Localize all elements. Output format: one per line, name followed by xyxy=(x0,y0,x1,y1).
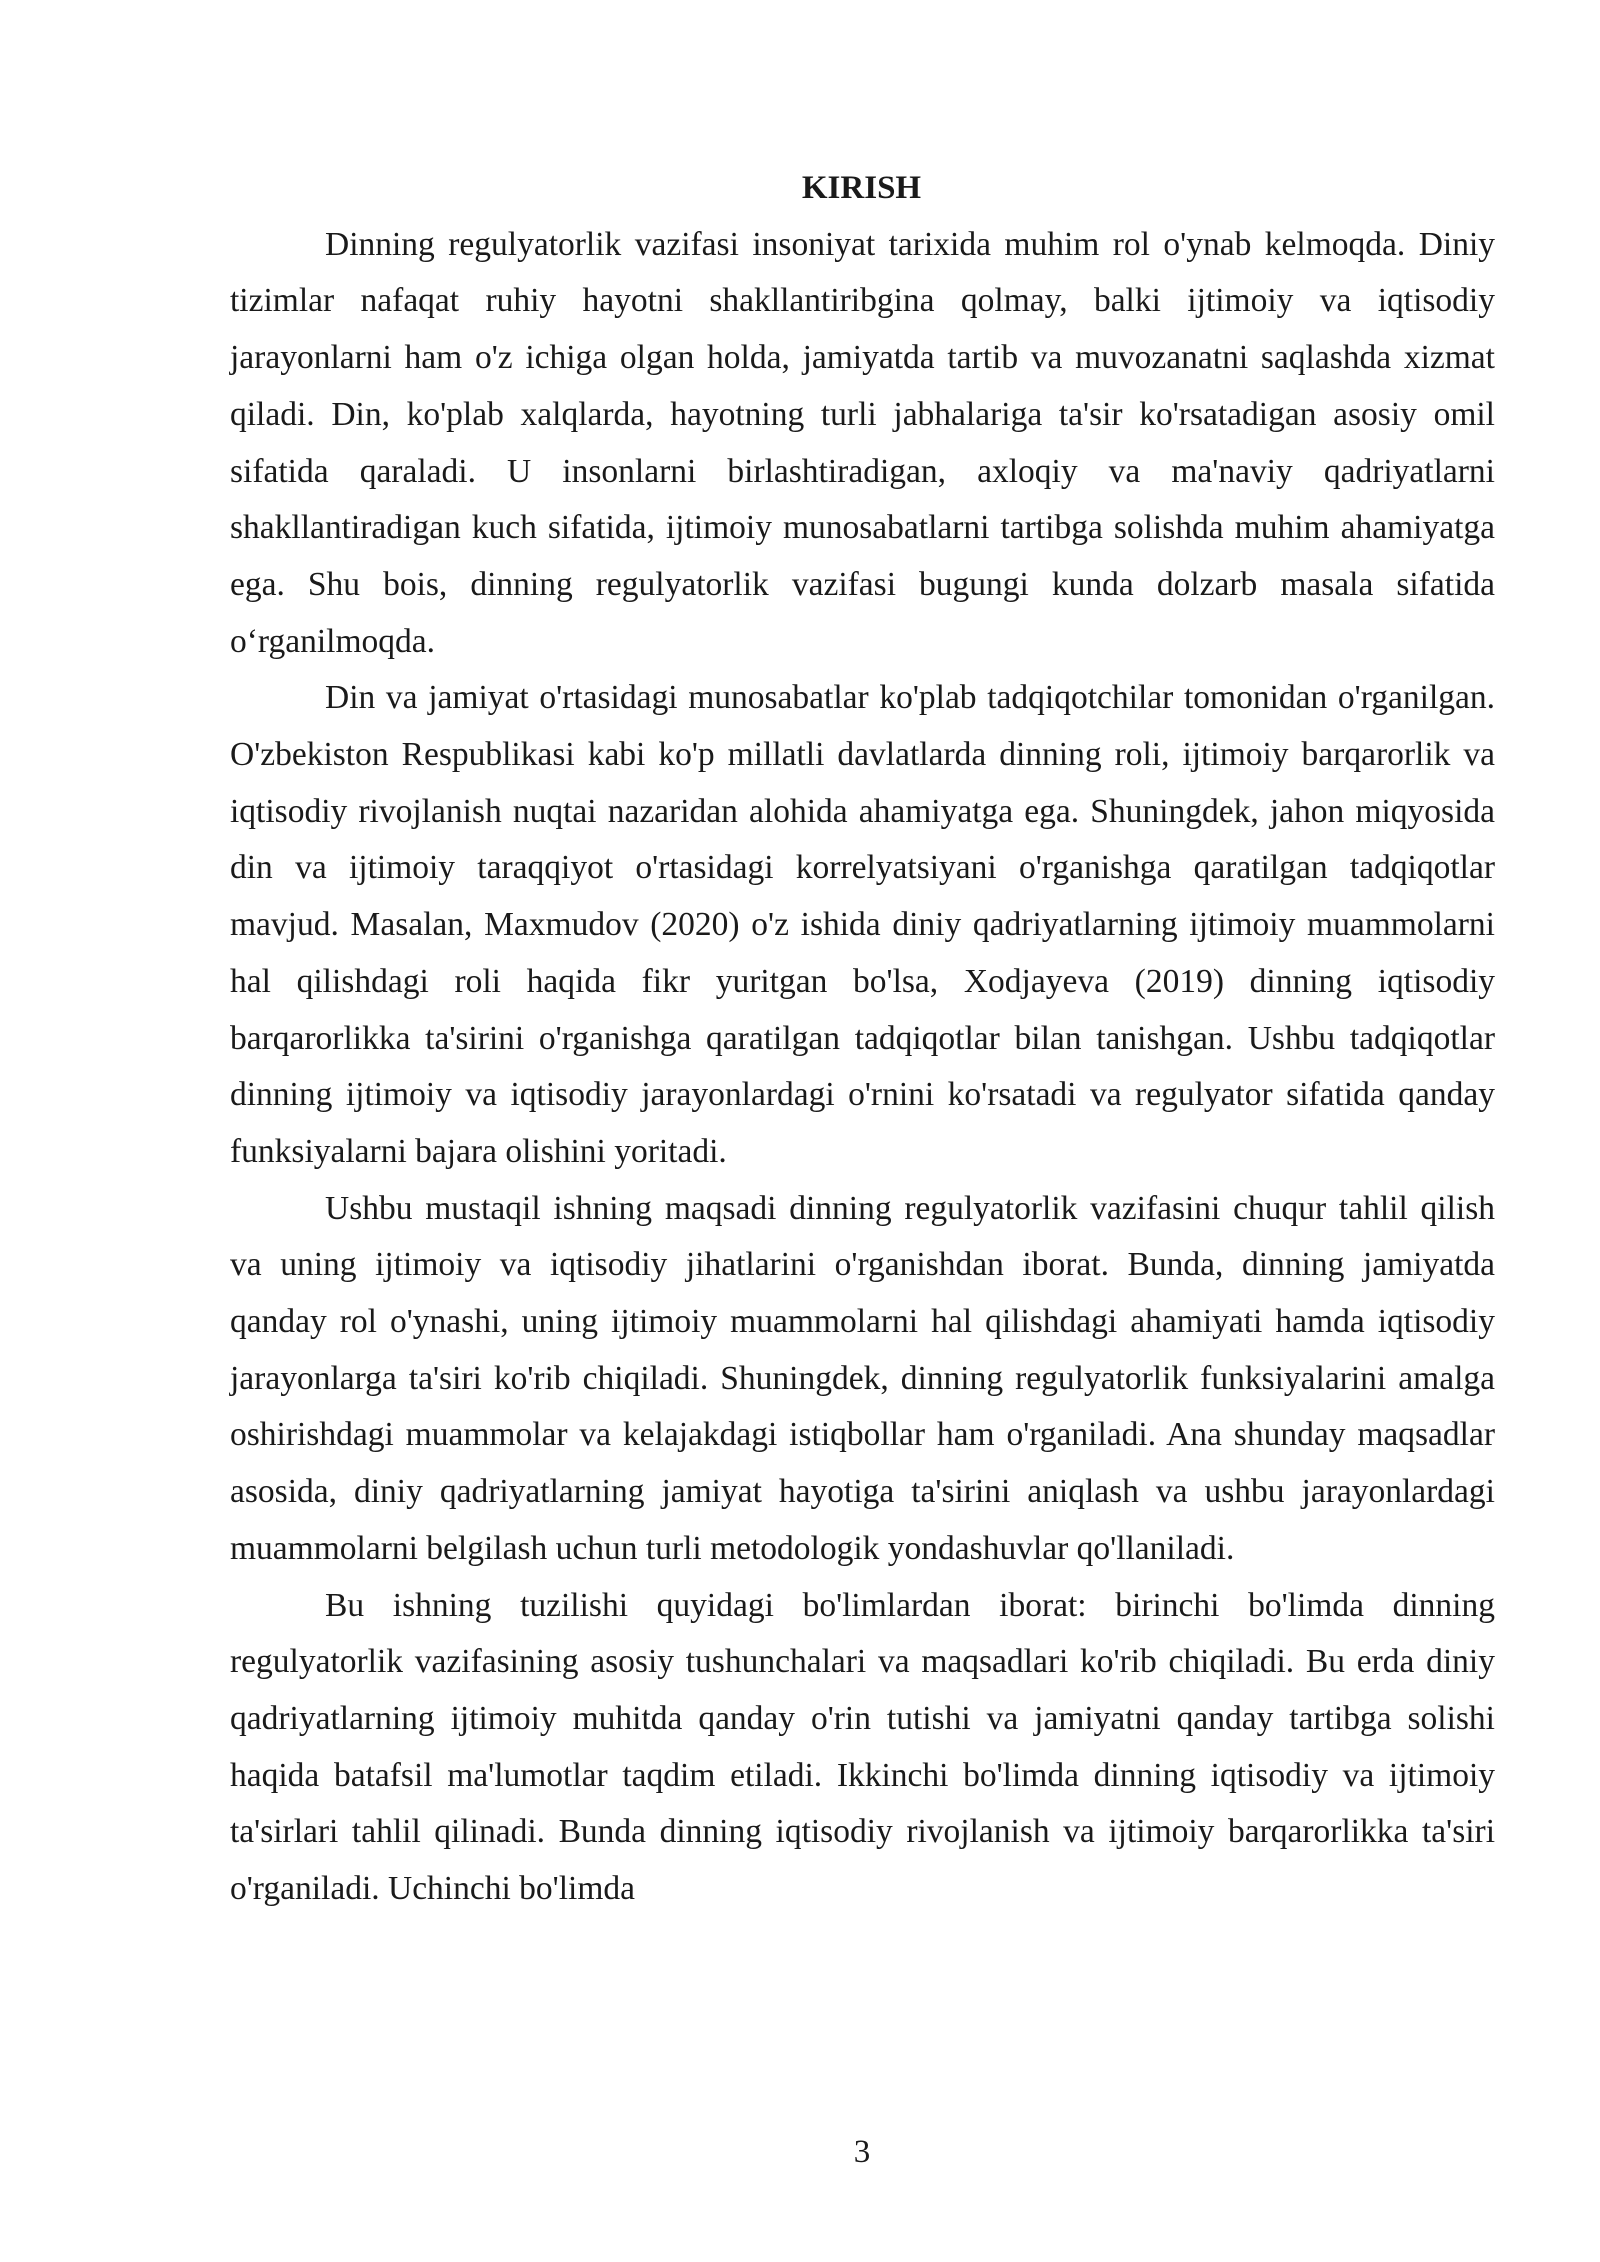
paragraph-4: Bu ishning tuzilishi quyidagi bo'limlardan iborat: birinchi bo'limda dinning regulyatorlik vazifasining asosiy tushunchalari va maqsadlari ko'rib chiqiladi. Bu erda diniy qadriyatlarning ijtimoiy muhitda qanday o'rin tutishi va jamiyatni qanday tartibga solishi haqida batafsil ma'lumotlar taqdim etiladi. Ikkinchi bo'limda dinning iqtisodiy va ijtimoiy ta'sirlari tahlil qilinadi. Bunda dinning iqtisodiy rivojlanish va ijtimoiy barqarorlikka ta'siri o'rganiladi. Uchinchi bo'limda xyxy=(230,1586,1495,1908)
section-title: KIRISH xyxy=(801,170,922,206)
page-number: 3 xyxy=(853,2134,871,2170)
paragraph-3: Ushbu mustaqil ishning maqsadi dinning regulyatorlik vazifasini chuqur tahlil qilish va uning ijtimoiy va iqtisodiy jihatlarini o'rganishdan iborat. Bunda, dinning jamiyatda qanday rol o'ynashi, uning ijtimoiy muammolarni hal qilishdagi ahamiyati hamda iqtisodiy jarayonlarga ta'siri ko'rib chiqiladi. Shuningdek, dinning regulyatorlik funksiyalarini amalga oshirishdagi muammolar va kelajakdagi istiqbollar ham o'rganiladi. Ana shunday maqsadlar asosida, diniy qadriyatlarning jamiyat hayotiga ta'sirini aniqlash va ushbu jarayonlardagi muammolarni belgilash uchun turli metodologik yondashuvlar qo'llaniladi. xyxy=(230,1189,1495,1567)
document-page xyxy=(230,160,1495,1918)
paragraph-1: Dinning regulyatorlik vazifasi insoniyat tarixida muhim rol o'ynab kelmoqda. Diniy tizimlar nafaqat ruhiy hayotni shakllantiribgina qolmay, balki ijtimoiy va iqtisodiy jarayonlarni ham o'z ichiga olgan holda, jamiyatda tartib va muvozanatni saqlashda xizmat qiladi. Din, ko'plab xalqlarda, hayotning turli jabhalariga ta'sir ko'rsatadigan asosiy omil sifatida qaraladi. U insonlarni birlashtiradigan, axloqiy va ma'naviy qadriyatlarni shakllantiradigan kuch sifatida, ijtimoiy munosabatlarni tartibga solishda muhim ahamiyatga ega. Shu bois, dinning regulyatorlik vazifasi bugungi kunda dolzarb masala sifatida o‘rganilmoqda. xyxy=(230,225,1495,660)
paragraph-2: Din va jamiyat o'rtasidagi munosabatlar ko'plab tadqiqotchilar tomonidan o'rganilgan. O'zbekiston Respublikasi kabi ko'p millatli davlatlarda dinning roli, ijtimoiy barqarorlik va iqtisodiy rivojlanish nuqtai nazaridan alohida ahamiyatga ega. Shuningdek, jahon miqyosida din va ijtimoiy taraqqiyot o'rtasidagi korrelyatsiyani o'rganishga qaratilgan tadqiqotlar mavjud. Masalan, Maxmudov (2020) o'z ishida diniy qadriyatlarning ijtimoiy muammolarni hal qilishdagi roli haqida fikr yuritgan bo'lsa, Xodjayeva (2019) dinning iqtisodiy barqarorlikka ta'sirini o'rganishga qaratilgan tadqiqotlar bilan tanishgan. Ushbu tadqiqotlar dinning ijtimoiy va iqtisodiy jarayonlardagi o'rnini ko'rsatadi va regulyator sifatida qanday funksiyalarni bajara olishini yoritadi. xyxy=(230,679,1495,1170)
